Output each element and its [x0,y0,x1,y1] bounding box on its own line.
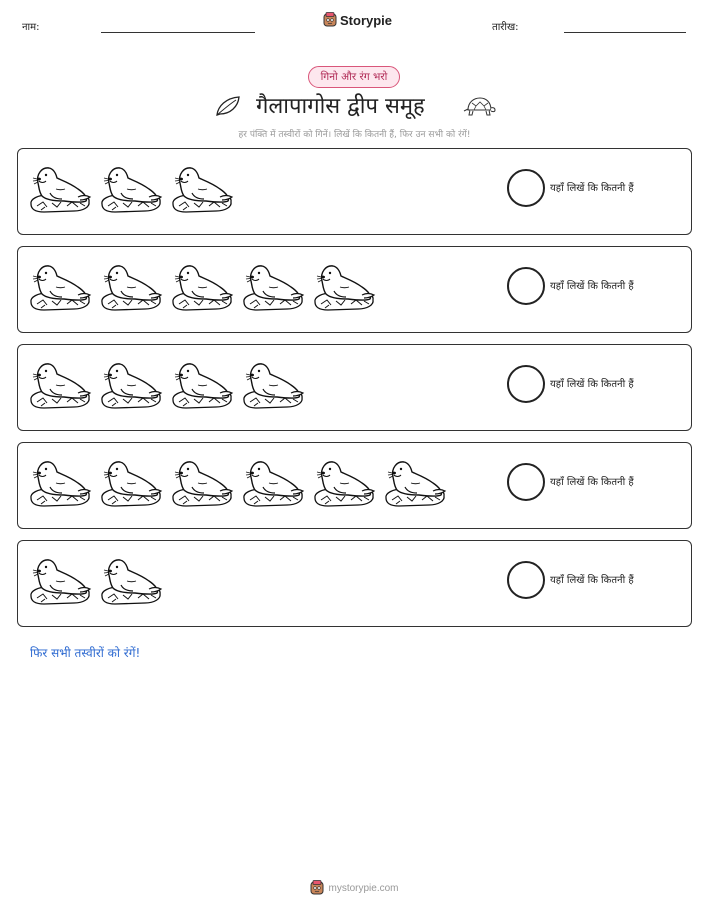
answer-label: यहाँ लिखें कि कितनी हैं [550,281,634,292]
page-title: गैलापागोस द्वीप समूह [256,94,425,119]
answer-label: यहाँ लिखें कि कितनी हैं [550,183,634,194]
animal-group [28,159,234,219]
animal-group [28,551,163,611]
sea-lion-icon[interactable] [170,453,234,511]
footer-url: mystorypie.com [328,882,399,894]
activity-badge: गिनो और रंग भरो [308,66,400,88]
counting-row [17,442,692,529]
sea-lion-icon[interactable] [28,453,92,511]
sea-lion-icon[interactable] [241,257,305,315]
answer-circle[interactable] [507,463,545,501]
sea-lion-icon[interactable] [99,355,163,413]
animal-group [28,453,447,513]
counting-row [17,246,692,333]
answer-label: यहाँ लिखें कि कितनी हैं [550,379,634,390]
date-field-line[interactable] [564,32,686,33]
footer-brand [0,880,709,896]
counting-row [17,148,692,235]
worksheet-header [0,0,709,40]
counting-row [17,540,692,627]
sea-lion-icon[interactable] [241,453,305,511]
brand-name: Storypie [340,12,393,28]
sea-lion-icon[interactable] [383,453,447,511]
sea-lion-icon[interactable] [99,453,163,511]
sea-lion-icon[interactable] [170,355,234,413]
sea-lion-icon[interactable] [28,551,92,609]
title-row [0,90,709,124]
footer-note: फिर सभी तस्वीरों को रंगें! [30,646,141,660]
sea-lion-icon[interactable] [241,355,305,413]
sea-lion-icon[interactable] [99,551,163,609]
sea-lion-icon[interactable] [99,159,163,217]
sea-lion-icon[interactable] [28,355,92,413]
answer-label: यहाँ लिखें कि कितनी हैं [550,477,634,488]
storypie-mascot-icon [310,880,324,896]
counting-row [17,344,692,431]
sea-lion-icon[interactable] [170,257,234,315]
answer-circle[interactable] [507,267,545,305]
answer-label: यहाँ लिखें कि कितनी हैं [550,575,634,586]
sea-lion-icon[interactable] [312,257,376,315]
storypie-logo [323,12,392,28]
date-label: तारीख: [492,22,519,33]
answer-circle[interactable] [507,365,545,403]
sea-lion-icon[interactable] [312,453,376,511]
instructions: हर पंक्ति में तस्वीरों को गिनें। लिखें कि कितनी हैं, फिर उन सभी को रंगें! [238,130,471,140]
sea-lion-icon[interactable] [170,159,234,217]
animal-group [28,355,305,415]
sea-lion-icon[interactable] [28,159,92,217]
answer-circle[interactable] [507,169,545,207]
storypie-mascot-icon [323,12,337,28]
sea-lion-icon[interactable] [99,257,163,315]
sea-lion-icon[interactable] [28,257,92,315]
animal-group [28,257,376,317]
name-label: नाम: [22,22,40,33]
leaf-icon [214,94,242,118]
name-field-line[interactable] [101,32,255,33]
answer-circle[interactable] [507,561,545,599]
tortoise-icon [462,94,496,118]
